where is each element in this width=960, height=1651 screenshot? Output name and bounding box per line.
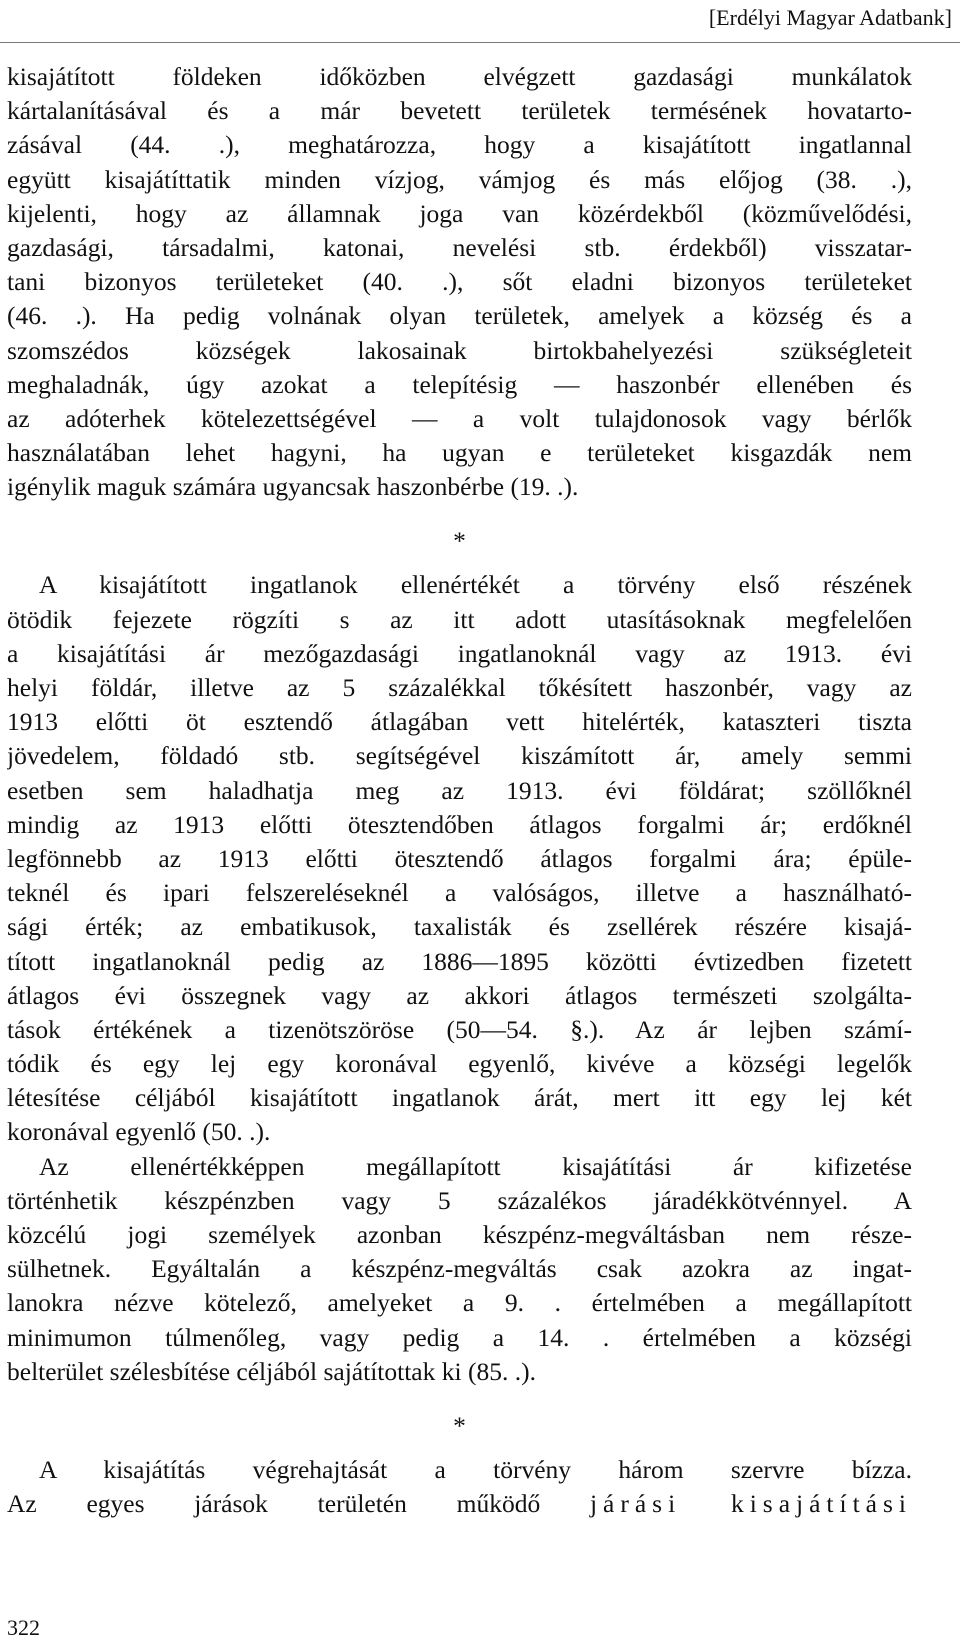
text-line: mindig az 1913 előtti ötesztendőben átlagos forgalmi ár; erdőknél — [7, 809, 912, 839]
source-header: [Erdélyi Magyar Adatbank] — [708, 5, 952, 30]
text-line: használatában lehet hagyni, ha ugyan e területeket kisgazdák nem — [7, 438, 912, 468]
text-line: kisajátított földeken időközben elvégzett gazdasági munkálatok — [7, 62, 912, 91]
text-fragment: Az egyes járások területén működő — [7, 1489, 541, 1519]
text-line: koronával egyenlő (50. .). — [7, 1117, 271, 1147]
text-line: kártalanításával és a már bevetett területek termésének hovatarto- — [7, 96, 912, 126]
text-line: zásával (44. .), meghatározza, hogy a kisajátított ingatlannal — [7, 130, 912, 160]
paragraph-3 — [7, 1150, 912, 1389]
document-body — [7, 60, 912, 1521]
page-number: 322 — [7, 1615, 40, 1640]
text-line: Az ellenértékképpen megállapított kisajátítási ár kifizetése — [39, 1151, 912, 1181]
text-line: A kisajátított ingatlanok ellenértékét a törvény első részének — [39, 570, 912, 600]
text-line: legfönnebb az 1913 előtti ötesztendő átlagos forgalmi ára; épüle- — [7, 843, 912, 873]
text-line: tódik és egy lej egy koronával egyenlő, kivéve a községi legelők — [7, 1049, 912, 1079]
text-line: kijelenti, hogy az államnak joga van közérdekből (közművelődési, — [7, 198, 912, 228]
text-line: tások értékének a tizenötszöröse (50—54. §.). Az ár lejben számí- — [7, 1014, 912, 1044]
text-line: jövedelem, földadó stb. segítségével kiszámított ár, amely semmi — [7, 741, 912, 771]
text-line: a kisajátítási ár mezőgazdasági ingatlanoknál vagy az 1913. évi — [7, 638, 912, 668]
text-line: belterület szélesbítése céljából sajátítottak ki (85. .). — [7, 1356, 536, 1386]
spaced-term: járási — [589, 1489, 682, 1519]
text-line: közcélú jogi személyek azonban készpénz-megváltásban nem része- — [7, 1220, 912, 1249]
paragraph-1 — [7, 60, 912, 504]
text-line: helyi földár, illetve az 5 százalékkal tőkésített haszonbér, vagy az — [7, 673, 912, 702]
text-line — [7, 1487, 912, 1521]
text-line: történhetik készpénzben vagy 5 százalékos járadékkötvénnyel. A — [7, 1185, 912, 1215]
paragraph-4 — [7, 1453, 912, 1521]
text-line: A kisajátítás végrehajtását a törvény három szervre bízza. — [39, 1454, 912, 1484]
section-separator: * — [453, 526, 466, 556]
text-line: gazdasági, társadalmi, katonai, nevelési stb. érdekből) visszatar- — [7, 232, 912, 262]
header-divider — [0, 42, 960, 43]
spaced-term: kisajátítási — [730, 1489, 912, 1519]
text-line: meghaladnák, úgy azokat a telepítésig — haszonbér ellenében és — [7, 369, 912, 399]
text-line: az adóterhek kötelezettségével — a volt tulajdonosok vagy bérlők — [7, 403, 912, 433]
text-line: sági érték; az embatikusok, taxalisták és zsellérek részére kisajá- — [7, 912, 912, 942]
text-line: esetben sem haladhatja meg az 1913. évi földárat; szöllőknél — [7, 775, 912, 805]
text-line: 1913 előtti öt esztendő átlagában vett hitelérték, kataszteri tiszta — [7, 707, 912, 737]
text-line: tított ingatlanoknál pedig az 1886—1895 közötti évtizedben fizetett — [7, 946, 912, 976]
text-line: ötödik fejezete rögzíti s az itt adott utasításoknak megfelelően — [7, 604, 912, 634]
text-line: átlagos évi összegnek vagy az akkori átlagos természeti szolgálta- — [7, 980, 912, 1010]
text-line: igénylik maguk számára ugyancsak haszonbérbe (19. .). — [7, 472, 579, 502]
text-line: tani bizonyos területeket (40. .), sőt eladni bizonyos területeket — [7, 267, 912, 297]
text-line: létesítése céljából kisajátított ingatlanok árát, mert itt egy lej két — [7, 1083, 912, 1113]
text-line: együtt kisajátíttatik minden vízjog, vámjog és más előjog (38. .), — [7, 164, 912, 194]
text-line: szomszédos községek lakosainak birtokbahelyezési szükségleteit — [7, 335, 912, 365]
text-line: teknél és ipari felszereléseknél a valóságos, illetve a használható- — [7, 878, 912, 908]
text-line: lanokra nézve kötelező, amelyeket a 9. . értelmében a megállapított — [7, 1288, 912, 1318]
text-line: minimumon túlmenőleg, vagy pedig a 14. . értelmében a községi — [7, 1322, 912, 1352]
text-line: sülhetnek. Egyáltalán a készpénz-megváltás csak azokra az ingat- — [7, 1254, 912, 1284]
text-line: (46. .). Ha pedig volnának olyan területek, amelyek a község és a — [7, 301, 912, 331]
paragraph-2 — [7, 568, 912, 1149]
section-separator: * — [453, 1410, 466, 1440]
